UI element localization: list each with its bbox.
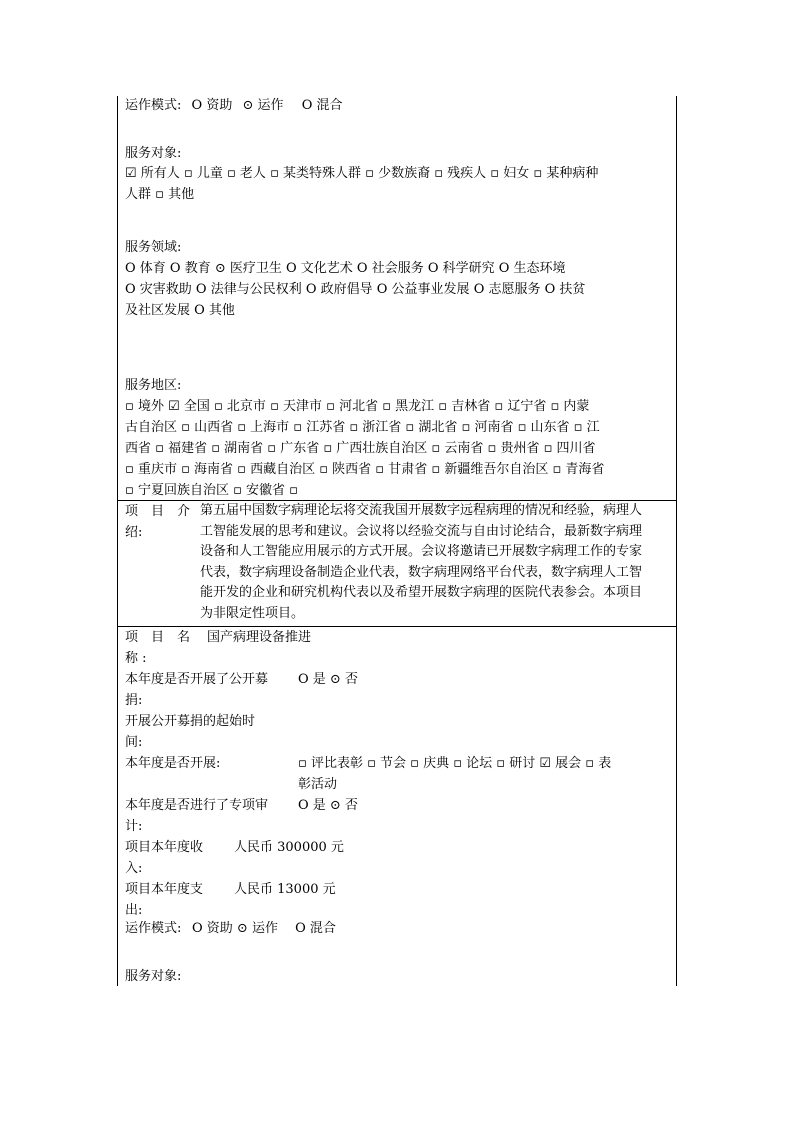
radio-operation-icon[interactable]: ⊙ — [242, 98, 254, 113]
intro-label — [125, 501, 190, 543]
intro-line: 能开发的企业和研究机构代表以及希望开展数字病理的医院代表参会。本项目 — [200, 585, 643, 600]
field-label: 服务领域: — [125, 240, 182, 255]
table-right-border — [676, 96, 677, 986]
intro-line: 工智能发展的思考和建议。会议将以经验交流与自由讨论结合，最新数字病理 — [200, 523, 643, 539]
mode-row — [125, 96, 343, 116]
target-label-2: 服务对象: — [125, 969, 182, 984]
intro-line: 设备和人工智能应用展示的方式开展。会议将邀请已开展数字病理工作的专家 — [200, 544, 643, 559]
public-fundraising-label-2: 捐: — [125, 693, 143, 708]
intro-line: 代表，数字病理设备制造企业代表，数字病理网络平台代表，数字病理人工智 — [200, 564, 643, 580]
public-fundraising-label-1: 本年度是否开展了公开募 — [125, 672, 269, 687]
target-label: 服务对象: — [125, 146, 182, 161]
target-options-line-1[interactable]: ☑ 所有人 ▫ 儿童 ▫ 老人 ▫ 某类特殊人群 ▫ 少数族裔 ▫ 残疾人 ▫ 妇女 ▫ 某种病种 — [125, 166, 599, 181]
income-value: 人民币 300000 元 — [234, 840, 344, 855]
audit-radio[interactable]: O 是 ⊙ 否 — [298, 798, 358, 813]
region-options-line-2[interactable]: 古自治区 ▫ 山西省 ▫ 上海市 ▫ 江苏省 ▫ 浙江省 ▫ 湖北省 ▫ 河南省 ▫ 山东省 ▫ 江 — [125, 420, 600, 435]
start-time-label-1: 开展公开募捐的起始时 — [125, 714, 256, 729]
project-name-label-1: 项 目 名 — [125, 630, 191, 645]
target-options-line-2[interactable]: 人群 ▫ 其他 — [125, 187, 195, 202]
expense-value: 人民币 13000 元 — [234, 882, 336, 897]
intro-line: 为非限定性项目。 — [200, 605, 305, 621]
project-name-label-2: 称 : — [125, 651, 147, 666]
events-options-line-1[interactable]: ▫ 评比表彰 ▫ 节会 ▫ 庆典 ▫ 论坛 ▫ 研讨 ☑ 展会 ▫ 表 — [298, 756, 612, 771]
region-options-line-3[interactable]: 西省 ▫ 福建省 ▫ 湖南省 ▫ 广东省 ▫ 广西壮族自治区 ▫ 云南省 ▫ 贵州省 ▫ 四川省 — [125, 441, 596, 456]
events-label: 本年度是否开展: — [125, 756, 221, 771]
mode-label-2: 运作模式: — [125, 921, 182, 936]
intro-line: 第五届中国数字病理论坛将交流我国开展数字远程病理的情况和经验，病理人 — [200, 503, 643, 518]
expense-label-2: 出: — [125, 903, 143, 918]
field-options-line-1[interactable]: O 体育 O 教育 ⊙ 医疗卫生 O 文化艺术 O 社会服务 O 科学研究 O 生态环境 — [125, 261, 566, 276]
income-label-2: 入: — [125, 861, 143, 876]
radio-mixed-icon[interactable]: O — [301, 98, 313, 113]
mode-options-2[interactable]: O 资助 ⊙ 运作 O 混合 — [192, 921, 336, 936]
public-fundraising-radio[interactable]: O 是 ⊙ 否 — [298, 672, 358, 687]
mode-option-funding: 资助 — [206, 98, 233, 113]
audit-label-2: 计: — [125, 819, 143, 834]
income-label-1: 项目本年度收 — [125, 840, 204, 855]
field-options-line-3[interactable]: 及社区发展 O 其他 — [125, 303, 235, 318]
table-left-border — [117, 96, 118, 986]
mode-option-operation: 运作 — [257, 98, 284, 113]
region-options-line-5[interactable]: ▫ 宁夏回族自治区 ▫ 安徽省 ▫ — [125, 483, 298, 498]
intro-text — [200, 501, 672, 624]
mode-label: 运作模式: — [125, 98, 182, 113]
radio-funding-icon[interactable]: O — [191, 98, 203, 113]
row-divider-intro-bottom — [117, 626, 677, 627]
events-options-line-2[interactable]: 彰活动 — [298, 777, 338, 792]
region-label: 服务地区: — [125, 378, 182, 393]
start-time-label-2: 间: — [125, 735, 143, 750]
region-options-line-1[interactable]: ▫ 境外 ☑ 全国 ▫ 北京市 ▫ 天津市 ▫ 河北省 ▫ 黑龙江 ▫ 吉林省 ▫ 辽宁省 ▫ 内蒙 — [125, 399, 590, 414]
mode-option-mixed: 混合 — [316, 98, 343, 113]
intro-label-line-2: 绍: — [125, 525, 143, 540]
audit-label-1: 本年度是否进行了专项审 — [125, 798, 269, 813]
intro-label-line-1: 项 目 介 — [125, 504, 191, 519]
field-options-line-2[interactable]: O 灾害救助 O 法律与公民权利 O 政府倡导 O 公益事业发展 O 志愿服务 O 扶贫 — [125, 282, 586, 297]
project-name-value: 国产病理设备推进 — [207, 630, 312, 645]
region-options-line-4[interactable]: ▫ 重庆市 ▫ 海南省 ▫ 西藏自治区 ▫ 陕西省 ▫ 甘肃省 ▫ 新疆维吾尔自治区 ▫ 青海省 — [125, 462, 605, 477]
expense-label-1: 项目本年度支 — [125, 882, 204, 897]
